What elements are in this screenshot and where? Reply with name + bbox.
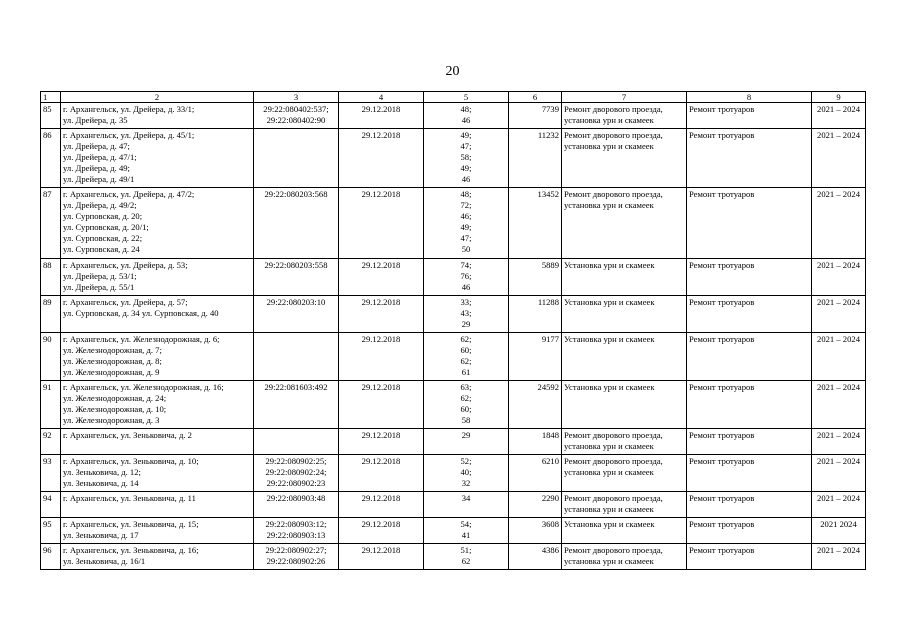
- column-header: 7: [562, 92, 687, 103]
- address-cell-line: г. Архангельск, ул. Дрейера, д. 53;: [63, 260, 188, 270]
- works-cell: [562, 333, 687, 381]
- address-cell-line: г. Архангельск, ул. Железнодорожная, д. 6;: [63, 334, 220, 344]
- codes-cell-line: 61: [461, 367, 471, 377]
- works-cell-line: Ремонт дворового проезда,: [564, 130, 663, 140]
- address-cell: [61, 188, 254, 259]
- address-cell-line: ул. Дрейера, д. 55/1: [63, 282, 135, 292]
- cadastral-cell-line: 29:22:080203:10: [266, 297, 326, 307]
- works-cell: [562, 129, 687, 188]
- column-header: 8: [687, 92, 812, 103]
- row-number: 93: [41, 455, 61, 492]
- table-row: [41, 518, 866, 544]
- codes-cell: [424, 188, 509, 259]
- address-cell-line: ул. Дрейера, д. 47;: [63, 141, 130, 151]
- codes-cell-line: 40;: [460, 467, 472, 477]
- works-cell-line: установка урн и скамеек: [564, 504, 654, 514]
- table-row: [41, 381, 866, 429]
- row-number: 89: [41, 296, 61, 333]
- codes-cell: [424, 518, 509, 544]
- address-cell-line: г. Архангельск, ул. Железнодорожная, д. 16;: [63, 382, 224, 392]
- codes-cell-line: 51;: [460, 545, 472, 555]
- years-cell: 2021 2024: [812, 518, 866, 544]
- codes-cell-line: 32: [461, 478, 471, 488]
- address-cell-line: ул. Дрейера, д. 49/1: [63, 174, 135, 184]
- column-header: 9: [812, 92, 866, 103]
- address-cell: [61, 333, 254, 381]
- area-cell: 24592: [509, 381, 562, 429]
- row-number: 91: [41, 381, 61, 429]
- codes-cell-line: 62: [461, 556, 471, 566]
- works-cell: [562, 188, 687, 259]
- other-works-cell: Ремонт тротуаров: [687, 455, 812, 492]
- works-cell: [562, 259, 687, 296]
- cadastral-cell: [254, 103, 339, 129]
- page-number: 20: [445, 64, 460, 79]
- date-cell: 29.12.2018: [339, 333, 424, 381]
- date-cell: 29.12.2018: [339, 518, 424, 544]
- works-cell-line: установка урн и скамеек: [564, 115, 654, 125]
- address-cell-line: ул. Дрейера, д. 49;: [63, 163, 130, 173]
- address-cell: [61, 381, 254, 429]
- works-cell: [562, 544, 687, 570]
- cadastral-cell-line: 29:22:080902:23: [266, 478, 326, 488]
- address-cell: [61, 103, 254, 129]
- other-works-cell: Ремонт тротуаров: [687, 492, 812, 518]
- works-cell: [562, 518, 687, 544]
- other-works-cell: Ремонт тротуаров: [687, 129, 812, 188]
- column-number-row: [41, 92, 866, 103]
- years-cell: 2021 – 2024: [812, 381, 866, 429]
- other-works-cell: Ремонт тротуаров: [687, 429, 812, 455]
- codes-cell: [424, 544, 509, 570]
- codes-cell-line: 46: [461, 282, 471, 292]
- address-cell: [61, 544, 254, 570]
- codes-cell-line: 48;: [460, 189, 472, 199]
- address-cell-line: ул. Зеньковича, д. 12;: [63, 467, 141, 477]
- row-number: 92: [41, 429, 61, 455]
- codes-cell-line: 58;: [460, 152, 472, 162]
- cadastral-cell: [254, 333, 339, 381]
- cadastral-cell-line: 29:22:080902:24;: [265, 467, 327, 477]
- codes-cell-line: 52;: [460, 456, 472, 466]
- works-cell: [562, 492, 687, 518]
- codes-cell-line: 43;: [460, 308, 472, 318]
- date-cell: 29.12.2018: [339, 188, 424, 259]
- codes-cell: [424, 259, 509, 296]
- years-cell: 2021 – 2024: [812, 429, 866, 455]
- column-header: 1: [41, 92, 61, 103]
- address-cell: [61, 129, 254, 188]
- address-cell-line: ул. Дрейера, д. 35: [63, 115, 128, 125]
- cadastral-cell: [254, 429, 339, 455]
- codes-cell-line: 49;: [460, 222, 472, 232]
- codes-cell: [424, 381, 509, 429]
- works-cell: [562, 381, 687, 429]
- cadastral-cell: [254, 381, 339, 429]
- works-cell-line: Ремонт дворового проезда,: [564, 189, 663, 199]
- codes-cell-line: 58: [461, 415, 471, 425]
- cadastral-cell: [254, 188, 339, 259]
- address-cell-line: ул. Сурповская, д. 24: [63, 244, 140, 254]
- address-cell-line: ул. Железнодорожная, д. 9: [63, 367, 160, 377]
- address-cell-line: ул. Сурповская, д. 20/1;: [63, 222, 149, 232]
- row-number: 86: [41, 129, 61, 188]
- date-cell: 29.12.2018: [339, 544, 424, 570]
- codes-cell-line: 62;: [460, 334, 472, 344]
- column-header: 5: [424, 92, 509, 103]
- years-cell: 2021 – 2024: [812, 492, 866, 518]
- works-cell-line: Установка урн и скамеек: [564, 297, 655, 307]
- works-cell-line: Ремонт дворового проезда,: [564, 545, 663, 555]
- date-cell: 29.12.2018: [339, 429, 424, 455]
- table-row: [41, 296, 866, 333]
- address-cell-line: ул. Железнодорожная, д. 7;: [63, 345, 162, 355]
- codes-cell-line: 49;: [460, 163, 472, 173]
- works-cell-line: Установка урн и скамеек: [564, 382, 655, 392]
- address-cell-line: ул. Зеньковича, д. 16/1: [63, 556, 146, 566]
- area-cell: 9177: [509, 333, 562, 381]
- cadastral-cell: [254, 129, 339, 188]
- row-number: 85: [41, 103, 61, 129]
- works-cell-line: Ремонт дворового проезда,: [564, 456, 663, 466]
- date-cell: 29.12.2018: [339, 296, 424, 333]
- works-cell: [562, 103, 687, 129]
- area-cell: 6210: [509, 455, 562, 492]
- codes-cell-line: 74;: [460, 260, 472, 270]
- codes-cell-line: 60;: [460, 404, 472, 414]
- cadastral-cell-line: 29:22:080903:13: [266, 530, 326, 540]
- address-cell: [61, 518, 254, 544]
- column-header: 6: [509, 92, 562, 103]
- works-cell-line: установка урн и скамеек: [564, 441, 654, 451]
- codes-cell-line: 76;: [460, 271, 472, 281]
- address-cell: [61, 259, 254, 296]
- works-cell: [562, 429, 687, 455]
- address-cell-line: ул. Сурповская, д. 20;: [63, 211, 143, 221]
- cadastral-cell-line: 29:22:080902:27;: [265, 545, 327, 555]
- other-works-cell: Ремонт тротуаров: [687, 381, 812, 429]
- address-cell-line: ул. Дрейера, д. 53/1;: [63, 271, 137, 281]
- works-cell-line: установка урн и скамеек: [564, 467, 654, 477]
- address-cell-line: ул. Железнодорожная, д. 3: [63, 415, 160, 425]
- codes-cell-line: 50: [461, 244, 471, 254]
- other-works-cell: Ремонт тротуаров: [687, 103, 812, 129]
- cadastral-cell: [254, 492, 339, 518]
- codes-cell-line: 72;: [460, 200, 472, 210]
- works-cell-line: Ремонт дворового проезда,: [564, 493, 663, 503]
- cadastral-cell: [254, 259, 339, 296]
- years-cell: 2021 – 2024: [812, 129, 866, 188]
- codes-cell-line: 34: [461, 493, 471, 503]
- cadastral-cell: [254, 296, 339, 333]
- cadastral-cell-line: 29:22:080203:568: [264, 189, 328, 199]
- years-cell: 2021 – 2024: [812, 544, 866, 570]
- column-header: 2: [61, 92, 254, 103]
- table-row: [41, 429, 866, 455]
- years-cell: 2021 – 2024: [812, 259, 866, 296]
- works-cell-line: установка урн и скамеек: [564, 200, 654, 210]
- codes-cell-line: 29: [461, 319, 471, 329]
- cadastral-cell-line: 29:22:080902:25;: [265, 456, 327, 466]
- cadastral-cell-line: 29:22:080402:90: [266, 115, 326, 125]
- date-cell: 29.12.2018: [339, 259, 424, 296]
- row-number: 88: [41, 259, 61, 296]
- address-cell-line: г. Архангельск, ул. Дрейера, д. 45/1;: [63, 130, 195, 140]
- codes-cell: [424, 455, 509, 492]
- works-cell-line: Установка урн и скамеек: [564, 260, 655, 270]
- address-cell-line: ул. Сурповская, д. 34 ул. Сурповская, д. 40: [63, 308, 219, 318]
- years-cell: 2021 – 2024: [812, 103, 866, 129]
- table-row: [41, 103, 866, 129]
- area-cell: 5889: [509, 259, 562, 296]
- address-cell: [61, 492, 254, 518]
- works-cell-line: Ремонт дворового проезда,: [564, 430, 663, 440]
- works-cell-line: Ремонт дворового проезда,: [564, 104, 663, 114]
- table-row: [41, 188, 866, 259]
- cadastral-cell-line: 29:22:080203:558: [264, 260, 328, 270]
- address-cell-line: ул. Железнодорожная, д. 10;: [63, 404, 167, 414]
- address-cell-line: г. Архангельск, ул. Зеньковича, д. 10;: [63, 456, 199, 466]
- row-number: 95: [41, 518, 61, 544]
- address-cell-line: г. Архангельск, ул. Дрейера, д. 57;: [63, 297, 188, 307]
- codes-cell-line: 29: [461, 430, 471, 440]
- other-works-cell: Ремонт тротуаров: [687, 518, 812, 544]
- codes-cell-line: 33;: [460, 297, 472, 307]
- area-cell: 13452: [509, 188, 562, 259]
- works-cell-line: Установка урн и скамеек: [564, 519, 655, 529]
- address-cell-line: ул. Зеньковича, д. 17: [63, 530, 139, 540]
- date-cell: 29.12.2018: [339, 455, 424, 492]
- registry-table: [40, 91, 866, 570]
- codes-cell: [424, 429, 509, 455]
- address-cell-line: г. Архангельск, ул. Зеньковича, д. 16;: [63, 545, 199, 555]
- codes-cell-line: 48;: [460, 104, 472, 114]
- area-cell: 2290: [509, 492, 562, 518]
- codes-cell-line: 49;: [460, 130, 472, 140]
- codes-cell-line: 63;: [460, 382, 472, 392]
- address-cell: [61, 296, 254, 333]
- cadastral-cell: [254, 518, 339, 544]
- address-cell-line: ул. Дрейера, д. 49/2;: [63, 200, 137, 210]
- date-cell: 29.12.2018: [339, 492, 424, 518]
- area-cell: 3608: [509, 518, 562, 544]
- address-cell-line: г. Архангельск, ул. Зеньковича, д. 11: [63, 493, 196, 503]
- codes-cell-line: 54;: [460, 519, 472, 529]
- cadastral-cell-line: 29:22:080902:26: [266, 556, 326, 566]
- area-cell: 11232: [509, 129, 562, 188]
- years-cell: 2021 – 2024: [812, 188, 866, 259]
- codes-cell-line: 47;: [460, 233, 472, 243]
- cadastral-cell-line: 29:22:080903:48: [266, 493, 326, 503]
- codes-cell-line: 46;: [460, 211, 472, 221]
- column-header: 3: [254, 92, 339, 103]
- codes-cell: [424, 129, 509, 188]
- area-cell: 11288: [509, 296, 562, 333]
- address-cell: [61, 429, 254, 455]
- address-cell-line: г. Архангельск, ул. Зеньковича, д. 15;: [63, 519, 199, 529]
- area-cell: 4386: [509, 544, 562, 570]
- address-cell-line: ул. Железнодорожная, д. 24;: [63, 393, 167, 403]
- codes-cell: [424, 103, 509, 129]
- works-cell: [562, 455, 687, 492]
- works-cell-line: установка урн и скамеек: [564, 556, 654, 566]
- codes-cell-line: 60;: [460, 345, 472, 355]
- codes-cell: [424, 492, 509, 518]
- column-header: 4: [339, 92, 424, 103]
- cadastral-cell-line: 29:22:081603:492: [264, 382, 328, 392]
- other-works-cell: Ремонт тротуаров: [687, 296, 812, 333]
- other-works-cell: Ремонт тротуаров: [687, 259, 812, 296]
- table-row: [41, 492, 866, 518]
- row-number: 87: [41, 188, 61, 259]
- table-row: [41, 259, 866, 296]
- other-works-cell: Ремонт тротуаров: [687, 333, 812, 381]
- date-cell: 29.12.2018: [339, 381, 424, 429]
- address-cell-line: ул. Железнодорожная, д. 8;: [63, 356, 162, 366]
- table-row: [41, 455, 866, 492]
- cadastral-cell-line: 29:22:080402:537;: [263, 104, 329, 114]
- address-cell-line: ул. Зеньковича, д. 14: [63, 478, 139, 488]
- date-cell: 29.12.2018: [339, 129, 424, 188]
- years-cell: 2021 – 2024: [812, 333, 866, 381]
- cadastral-cell-line: 29:22:080903:12;: [265, 519, 327, 529]
- works-cell-line: установка урн и скамеек: [564, 141, 654, 151]
- codes-cell-line: 62;: [460, 356, 472, 366]
- table-row: [41, 333, 866, 381]
- date-cell: 29.12.2018: [339, 103, 424, 129]
- codes-cell: [424, 333, 509, 381]
- address-cell-line: г. Архангельск, ул. Дрейера, д. 47/2;: [63, 189, 195, 199]
- codes-cell-line: 46: [461, 115, 471, 125]
- codes-cell-line: 62;: [460, 393, 472, 403]
- table-row: [41, 129, 866, 188]
- row-number: 94: [41, 492, 61, 518]
- area-cell: 7739: [509, 103, 562, 129]
- cadastral-cell: [254, 544, 339, 570]
- works-cell: [562, 296, 687, 333]
- address-cell-line: ул. Дрейера, д. 47/1;: [63, 152, 137, 162]
- address-cell-line: г. Архангельск, ул. Дрейера, д. 33/1;: [63, 104, 195, 114]
- codes-cell-line: 41: [461, 530, 471, 540]
- codes-cell-line: 46: [461, 174, 471, 184]
- other-works-cell: Ремонт тротуаров: [687, 544, 812, 570]
- row-number: 96: [41, 544, 61, 570]
- years-cell: 2021 – 2024: [812, 296, 866, 333]
- codes-cell: [424, 296, 509, 333]
- works-cell-line: Установка урн и скамеек: [564, 334, 655, 344]
- row-number: 90: [41, 333, 61, 381]
- cadastral-cell: [254, 455, 339, 492]
- table-row: [41, 544, 866, 570]
- address-cell-line: ул. Сурповская, д. 22;: [63, 233, 143, 243]
- address-cell: [61, 455, 254, 492]
- other-works-cell: Ремонт тротуаров: [687, 188, 812, 259]
- address-cell-line: г. Архангельск, ул. Зеньковича, д. 2: [63, 430, 192, 440]
- area-cell: 1848: [509, 429, 562, 455]
- codes-cell-line: 47;: [460, 141, 472, 151]
- years-cell: 2021 – 2024: [812, 455, 866, 492]
